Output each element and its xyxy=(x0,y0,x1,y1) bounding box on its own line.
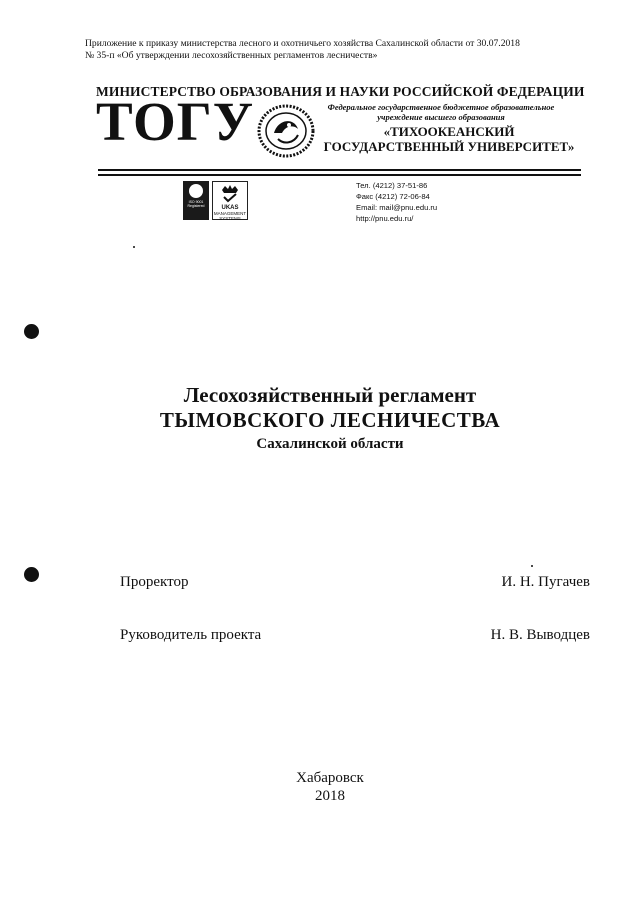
subtitle-line-2: учреждение высшего образования xyxy=(377,112,505,122)
header-divider-bottom xyxy=(98,174,581,176)
footer-city: Хабаровск xyxy=(296,770,364,786)
signature-role-2: Руководитель проекта xyxy=(120,627,262,643)
footer-year: 2018 xyxy=(315,788,345,804)
punch-hole-top xyxy=(24,324,39,339)
signature-name-2: Н. В. Выводцев xyxy=(490,627,590,643)
university-name-line-1: «ТИХООКЕАНСКИЙ xyxy=(383,124,515,139)
signature-name-1: И. Н. Пугачев xyxy=(501,574,590,590)
punch-hole-bottom xyxy=(24,567,39,582)
contact-block xyxy=(356,180,437,224)
contact-fax: Факс (4212) 72-06-84 xyxy=(356,192,430,201)
university-abbreviation: ТОГУ xyxy=(96,91,255,152)
appendix-line-1: Приложение к приказу министерства лесного и охотничьего хозяйства Сахалинской области от 30.07.2018 xyxy=(85,38,520,49)
cert2-sub-text: MANAGEMENT SYSTEMS xyxy=(213,211,247,221)
title-line-3: Сахалинской области xyxy=(256,436,404,452)
header-divider-top xyxy=(98,169,581,171)
ukas-certificate-logo xyxy=(212,181,248,220)
contact-email: Email: mail@pnu.edu.ru xyxy=(356,203,438,212)
cert1-bottom-text: Registered xyxy=(187,204,205,208)
iso-seal-icon xyxy=(189,184,203,198)
scan-speck xyxy=(133,246,135,248)
university-name-line-2: ГОСУДАРСТВЕННЫЙ УНИВЕРСИТЕТ» xyxy=(323,139,575,154)
ministry-heading: МИНИСТЕРСТВО ОБРАЗОВАНИЯ И НАУКИ РОССИЙСКОЙ ФЕДЕРАЦИИ xyxy=(96,84,585,99)
title-line-1: Лесохозяйственный регламент xyxy=(183,383,477,407)
contact-website: http://pnu.edu.ru/ xyxy=(356,214,414,223)
appendix-note xyxy=(85,38,605,62)
university-subtitle xyxy=(300,102,582,122)
title-line-2: ТЫМОВСКОГО ЛЕСНИЧЕСТВА xyxy=(159,408,501,432)
scan-speck xyxy=(531,565,533,567)
contact-phone: Тел. (4212) 37-51-86 xyxy=(356,181,428,190)
appendix-line-2: № 35-п «Об утверждении лесохозяйственных регламентов лесничеств» xyxy=(85,50,378,61)
cert2-brand-text: UKAS xyxy=(221,205,239,211)
signature-role-1: Проректор xyxy=(120,574,189,590)
footer-place-date xyxy=(0,769,640,805)
subtitle-line-1: Федеральное государственное бюджетное образовательное xyxy=(327,102,555,112)
document-title xyxy=(0,383,640,455)
crown-check-icon xyxy=(219,184,241,204)
cert1-top-text: ISO 9001 xyxy=(188,200,204,204)
iso-certificate-logo xyxy=(183,181,209,220)
